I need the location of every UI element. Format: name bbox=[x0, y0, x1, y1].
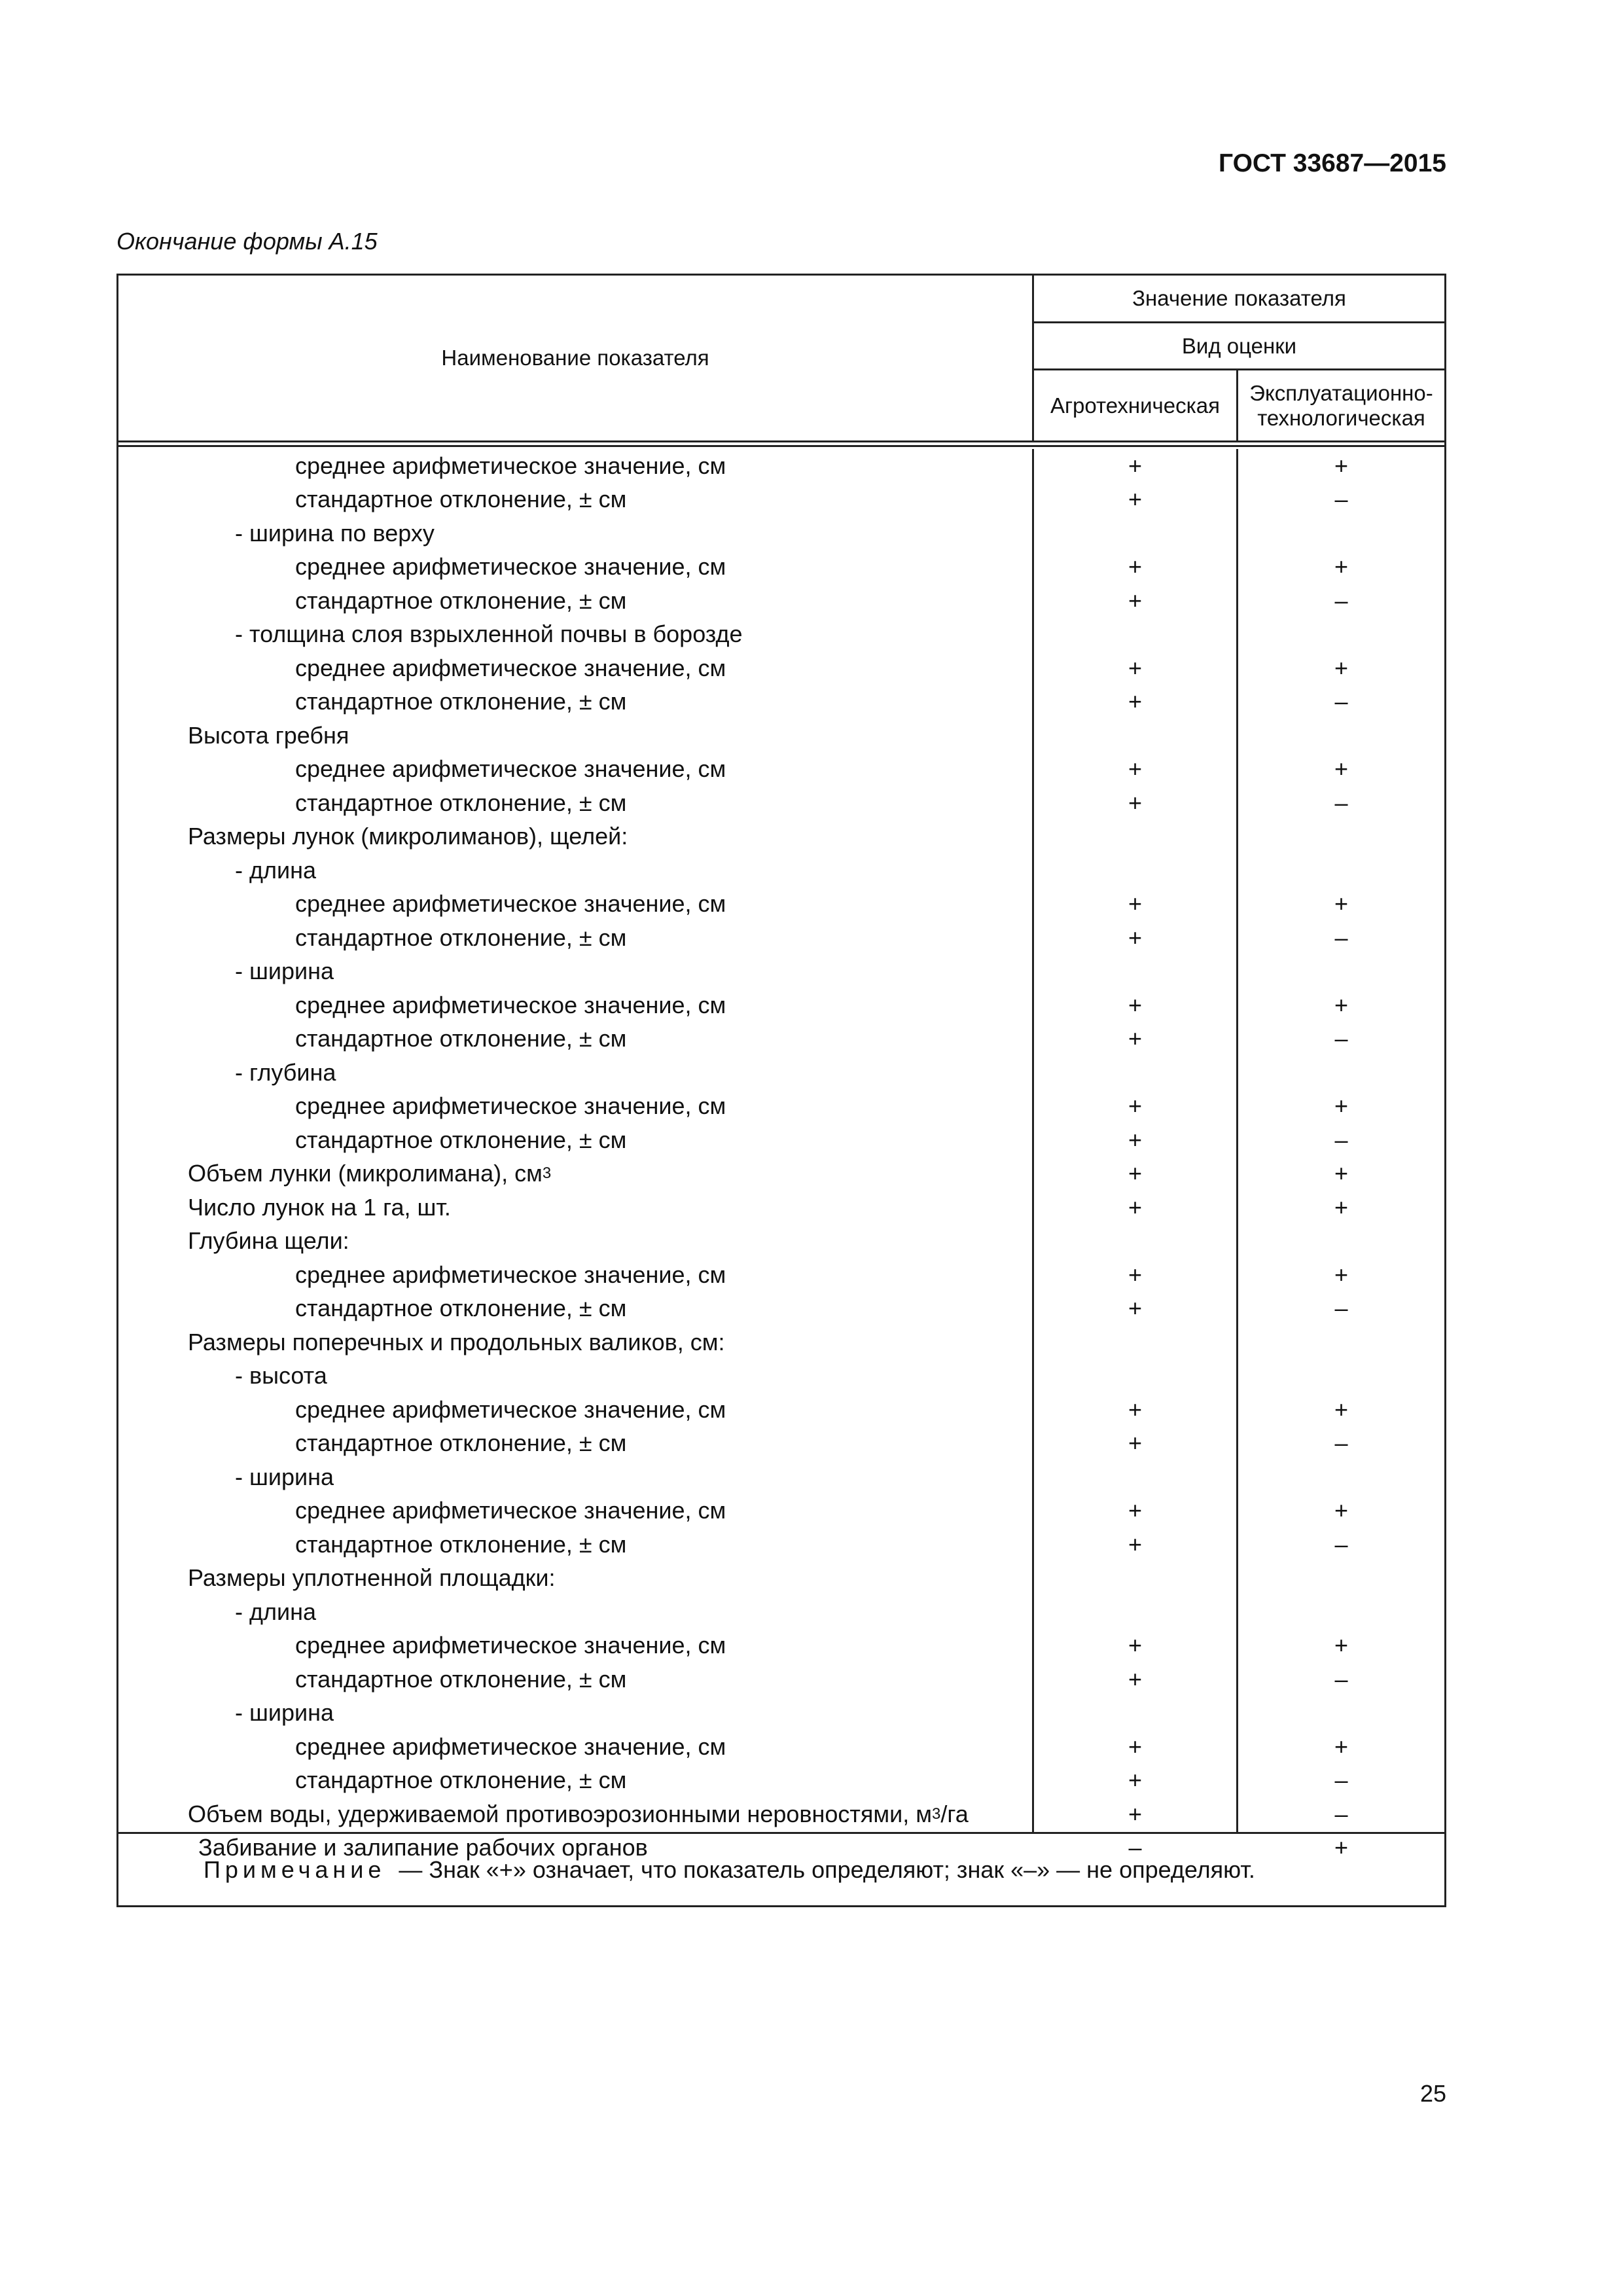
header-double-rule bbox=[118, 445, 1444, 447]
indicator-label: стандартное отклонение, ± см bbox=[295, 1025, 627, 1052]
operational-mark: – bbox=[1334, 789, 1348, 816]
operational-mark: – bbox=[1334, 1126, 1348, 1153]
operational-mark: – bbox=[1334, 1429, 1348, 1457]
operational-mark: + bbox=[1334, 1092, 1349, 1120]
operational-mark: + bbox=[1334, 654, 1349, 681]
agrotechnical-mark: + bbox=[1128, 1530, 1143, 1558]
agrotechnical-mark bbox=[1034, 1562, 1236, 1596]
indicator-label: среднее арифметическое значение, см bbox=[295, 654, 726, 681]
indicator-label: - ширина bbox=[235, 1463, 334, 1490]
table-row bbox=[118, 1696, 1444, 1731]
agrotechnical-mark: + bbox=[1128, 1632, 1143, 1659]
agrotechnical-mark bbox=[1034, 1595, 1236, 1629]
table-header bbox=[118, 276, 1444, 440]
table-row bbox=[118, 786, 1444, 820]
operational-mark: + bbox=[1334, 1193, 1349, 1221]
note-text: — Знак «+» означает, что показатель определяют; знак «–» — не определяют. bbox=[399, 1856, 1255, 1883]
indicator-name bbox=[118, 719, 1097, 753]
operational-mark: + bbox=[1334, 890, 1349, 918]
table-row bbox=[118, 618, 1444, 652]
operational-mark: + bbox=[1334, 1261, 1349, 1288]
header-indicator-name: Наименование показателя bbox=[441, 346, 709, 370]
indicator-name bbox=[118, 1191, 1097, 1225]
indicator-label: стандартное отклонение, ± см bbox=[295, 1767, 627, 1794]
indicator-name bbox=[118, 618, 1145, 652]
table-row bbox=[118, 1393, 1444, 1427]
operational-mark: + bbox=[1334, 991, 1349, 1018]
agrotechnical-mark: + bbox=[1128, 991, 1143, 1018]
agrotechnical-mark: + bbox=[1128, 1767, 1143, 1794]
indicator-label: - высота bbox=[235, 1362, 327, 1390]
operational-mark: + bbox=[1334, 1632, 1349, 1659]
table-row bbox=[118, 1730, 1444, 1764]
agrotechnical-mark bbox=[1034, 1325, 1236, 1359]
table-row bbox=[118, 1123, 1444, 1157]
agrotechnical-mark: + bbox=[1128, 1429, 1143, 1457]
table-row bbox=[118, 1629, 1444, 1663]
table-row bbox=[118, 1427, 1444, 1461]
table-row bbox=[118, 483, 1444, 517]
unit-tail: /га bbox=[940, 1800, 969, 1827]
indicator-name bbox=[118, 1460, 1145, 1494]
header-indicator-value: Значение показателя bbox=[1132, 286, 1346, 310]
indicator-label: среднее арифметическое значение, см bbox=[295, 1632, 726, 1659]
operational-mark bbox=[1238, 1056, 1444, 1090]
agrotechnical-mark bbox=[1034, 955, 1236, 989]
table-row bbox=[118, 719, 1444, 753]
agrotechnical-mark: + bbox=[1128, 1092, 1143, 1120]
operational-mark: – bbox=[1334, 1295, 1348, 1322]
indicator-label: стандартное отклонение, ± см bbox=[295, 1665, 627, 1693]
agrotechnical-mark: + bbox=[1128, 1732, 1143, 1760]
indicator-name bbox=[118, 516, 1145, 550]
operational-mark bbox=[1238, 1595, 1444, 1629]
agrotechnical-mark: + bbox=[1128, 688, 1143, 715]
table-row bbox=[118, 820, 1444, 854]
agrotechnical-mark: + bbox=[1128, 924, 1143, 951]
agrotechnical-mark: + bbox=[1128, 755, 1143, 783]
header-agrotechnical: Агротехническая bbox=[1050, 393, 1220, 418]
operational-mark: + bbox=[1334, 1497, 1349, 1524]
agrotechnical-mark bbox=[1034, 1225, 1236, 1259]
operational-mark: – bbox=[1334, 486, 1348, 513]
agrotechnical-mark bbox=[1034, 853, 1236, 888]
operational-mark: – bbox=[1334, 1767, 1348, 1794]
operational-mark bbox=[1238, 719, 1444, 753]
indicator-label: Объем воды, удерживаемой противоэрозионными неровностями, м bbox=[188, 1800, 933, 1827]
operational-mark: + bbox=[1334, 1732, 1349, 1760]
header-assessment-kind: Вид оценки bbox=[1181, 333, 1297, 358]
operational-mark: + bbox=[1334, 452, 1349, 479]
indicator-label: среднее арифметическое значение, см bbox=[295, 1497, 726, 1524]
operational-mark bbox=[1238, 1359, 1444, 1393]
agrotechnical-mark bbox=[1034, 618, 1236, 652]
indicator-table bbox=[116, 274, 1446, 1907]
table-row bbox=[118, 1562, 1444, 1596]
agrotechnical-mark: + bbox=[1128, 1665, 1143, 1693]
agrotechnical-mark: + bbox=[1128, 1800, 1143, 1827]
agrotechnical-mark bbox=[1034, 516, 1236, 550]
table-row bbox=[118, 1595, 1444, 1629]
agrotechnical-mark: + bbox=[1128, 586, 1143, 614]
indicator-label: - ширина по верху bbox=[235, 519, 435, 547]
standard-number: ГОСТ 33687—2015 bbox=[1219, 149, 1446, 177]
table-row bbox=[118, 1225, 1444, 1259]
indicator-label: среднее арифметическое значение, см bbox=[295, 1261, 726, 1288]
table-row bbox=[118, 1022, 1444, 1056]
agrotechnical-mark bbox=[1034, 1696, 1236, 1731]
form-caption: Окончание формы А.15 bbox=[116, 228, 378, 255]
table-row bbox=[118, 1460, 1444, 1494]
indicator-name bbox=[118, 1225, 1097, 1259]
operational-mark bbox=[1238, 820, 1444, 854]
header-operational-line1: Эксплуатационно- bbox=[1249, 380, 1433, 405]
agrotechnical-mark: + bbox=[1128, 890, 1143, 918]
indicator-name: Объем воды, удерживаемой противоэрозионными неровностями, м 3 /га bbox=[188, 1800, 969, 1827]
agrotechnical-mark: + bbox=[1128, 452, 1143, 479]
table-row bbox=[118, 1056, 1444, 1090]
agrotechnical-mark: + bbox=[1128, 1261, 1143, 1288]
indicator-name bbox=[118, 1359, 1145, 1393]
indicator-label: стандартное отклонение, ± см bbox=[295, 1530, 627, 1558]
operational-mark: – bbox=[1334, 924, 1348, 951]
agrotechnical-mark bbox=[1034, 1359, 1236, 1393]
operational-mark: + bbox=[1334, 1834, 1349, 1861]
table-row bbox=[118, 955, 1444, 989]
indicator-label: среднее арифметическое значение, см bbox=[295, 1732, 726, 1760]
indicator-name bbox=[118, 1325, 1097, 1359]
indicator-label: Размеры поперечных и продольных валиков, см: bbox=[188, 1328, 725, 1355]
indicator-label: - толщина слоя взрыхленной почвы в борозде bbox=[235, 620, 743, 648]
agrotechnical-mark bbox=[1034, 1056, 1236, 1090]
table-row bbox=[118, 1359, 1444, 1393]
agrotechnical-mark: + bbox=[1128, 1193, 1143, 1221]
indicator-label: - длина bbox=[235, 1598, 317, 1625]
indicator-name bbox=[118, 955, 1145, 989]
indicator-label: Размеры уплотненной площадки: bbox=[188, 1564, 556, 1592]
indicator-name bbox=[118, 1056, 1145, 1090]
indicator-label: стандартное отклонение, ± см bbox=[295, 789, 627, 816]
operational-mark: – bbox=[1334, 586, 1348, 614]
table-row bbox=[118, 1797, 1444, 1831]
table-row bbox=[118, 449, 1444, 483]
operational-mark: + bbox=[1334, 755, 1349, 783]
indicator-label: Забивание и залипание рабочих органов bbox=[198, 1834, 648, 1861]
agrotechnical-mark bbox=[1034, 719, 1236, 753]
operational-mark bbox=[1238, 1562, 1444, 1596]
operational-mark bbox=[1238, 1325, 1444, 1359]
table-row bbox=[118, 651, 1444, 685]
agrotechnical-mark: + bbox=[1128, 553, 1143, 581]
table-row bbox=[118, 1325, 1444, 1359]
operational-mark bbox=[1238, 1460, 1444, 1494]
indicator-label: Число лунок на 1 га, шт. bbox=[188, 1193, 451, 1221]
header-operational-line2: технологическая bbox=[1257, 405, 1425, 430]
operational-mark bbox=[1238, 955, 1444, 989]
agrotechnical-mark: + bbox=[1128, 654, 1143, 681]
indicator-label: стандартное отклонение, ± см bbox=[295, 1295, 627, 1322]
table-row bbox=[118, 888, 1444, 922]
page-number: 25 bbox=[1419, 2080, 1446, 2107]
indicator-label: стандартное отклонение, ± см bbox=[295, 486, 627, 513]
indicator-name bbox=[118, 1562, 1097, 1596]
header-double-rule bbox=[118, 440, 1444, 442]
table-row bbox=[118, 853, 1444, 888]
operational-mark: – bbox=[1334, 1665, 1348, 1693]
table-row bbox=[118, 516, 1444, 550]
indicator-label: стандартное отклонение, ± см bbox=[295, 1126, 627, 1153]
indicator-label: среднее арифметическое значение, см bbox=[295, 1092, 726, 1120]
indicator-label: стандартное отклонение, ± см bbox=[295, 924, 627, 951]
table-row bbox=[118, 584, 1444, 618]
table-row bbox=[118, 753, 1444, 787]
table-note bbox=[118, 1834, 1444, 1905]
operational-mark: – bbox=[1334, 1025, 1348, 1052]
table-row bbox=[118, 550, 1444, 584]
operational-mark bbox=[1238, 618, 1444, 652]
table-row bbox=[118, 1292, 1444, 1326]
indicator-label: среднее арифметическое значение, см bbox=[295, 755, 726, 783]
agrotechnical-mark: – bbox=[1128, 1834, 1142, 1861]
indicator-label: среднее арифметическое значение, см bbox=[295, 553, 726, 581]
indicator-label: - ширина bbox=[235, 958, 334, 985]
indicator-label: Высота гребня bbox=[188, 721, 349, 749]
indicator-label: среднее арифметическое значение, см bbox=[295, 1395, 726, 1423]
table-row bbox=[118, 1494, 1444, 1528]
indicator-label: стандартное отклонение, ± см bbox=[295, 1429, 627, 1457]
operational-mark: + bbox=[1334, 553, 1349, 581]
header-operational bbox=[1238, 370, 1444, 440]
operational-mark bbox=[1238, 516, 1444, 550]
indicator-name bbox=[118, 820, 1097, 854]
indicator-label: среднее арифметическое значение, см bbox=[295, 452, 726, 479]
table-row bbox=[118, 921, 1444, 955]
indicator-name: Объем лунки (микролимана), см 3 bbox=[188, 1160, 552, 1187]
operational-mark bbox=[1238, 853, 1444, 888]
indicator-label: - длина bbox=[235, 856, 317, 884]
indicator-label: Размеры лунок (микролиманов), щелей: bbox=[188, 823, 628, 850]
agrotechnical-mark: + bbox=[1128, 789, 1143, 816]
agrotechnical-mark: + bbox=[1128, 1160, 1143, 1187]
operational-mark bbox=[1238, 1696, 1444, 1731]
indicator-label: среднее арифметическое значение, см bbox=[295, 991, 726, 1018]
table-row bbox=[118, 1662, 1444, 1696]
agrotechnical-mark: + bbox=[1128, 486, 1143, 513]
agrotechnical-mark: + bbox=[1128, 1395, 1143, 1423]
indicator-label: Глубина щели: bbox=[188, 1227, 349, 1255]
note-label: Примечание bbox=[204, 1856, 386, 1883]
agrotechnical-mark: + bbox=[1128, 1025, 1143, 1052]
indicator-name bbox=[118, 853, 1145, 888]
table-row bbox=[118, 685, 1444, 719]
operational-mark: + bbox=[1334, 1160, 1349, 1187]
agrotechnical-mark: + bbox=[1128, 1295, 1143, 1322]
indicator-label: стандартное отклонение, ± см bbox=[295, 688, 627, 715]
operational-mark: – bbox=[1334, 1530, 1348, 1558]
operational-mark bbox=[1238, 1225, 1444, 1259]
operational-mark: – bbox=[1334, 688, 1348, 715]
indicator-label: - глубина bbox=[235, 1058, 336, 1086]
table-row bbox=[118, 1258, 1444, 1292]
table-row bbox=[118, 1528, 1444, 1562]
indicator-name bbox=[118, 1696, 1145, 1731]
agrotechnical-mark bbox=[1034, 820, 1236, 854]
table-row bbox=[118, 1157, 1444, 1191]
agrotechnical-mark: + bbox=[1128, 1126, 1143, 1153]
indicator-label: - ширина bbox=[235, 1699, 334, 1727]
table-row bbox=[118, 988, 1444, 1022]
indicator-name bbox=[118, 1595, 1145, 1629]
indicator-label: среднее арифметическое значение, см bbox=[295, 890, 726, 918]
indicator-label: Объем лунки (микролимана), см bbox=[188, 1160, 543, 1187]
operational-mark: – bbox=[1334, 1800, 1348, 1827]
table-row bbox=[118, 1191, 1444, 1225]
indicator-label: стандартное отклонение, ± см bbox=[295, 586, 627, 614]
table-row bbox=[118, 1090, 1444, 1124]
table-body bbox=[118, 449, 1444, 1861]
table-row bbox=[118, 1764, 1444, 1798]
agrotechnical-mark: + bbox=[1128, 1497, 1143, 1524]
agrotechnical-mark bbox=[1034, 1460, 1236, 1494]
operational-mark: + bbox=[1334, 1395, 1349, 1423]
